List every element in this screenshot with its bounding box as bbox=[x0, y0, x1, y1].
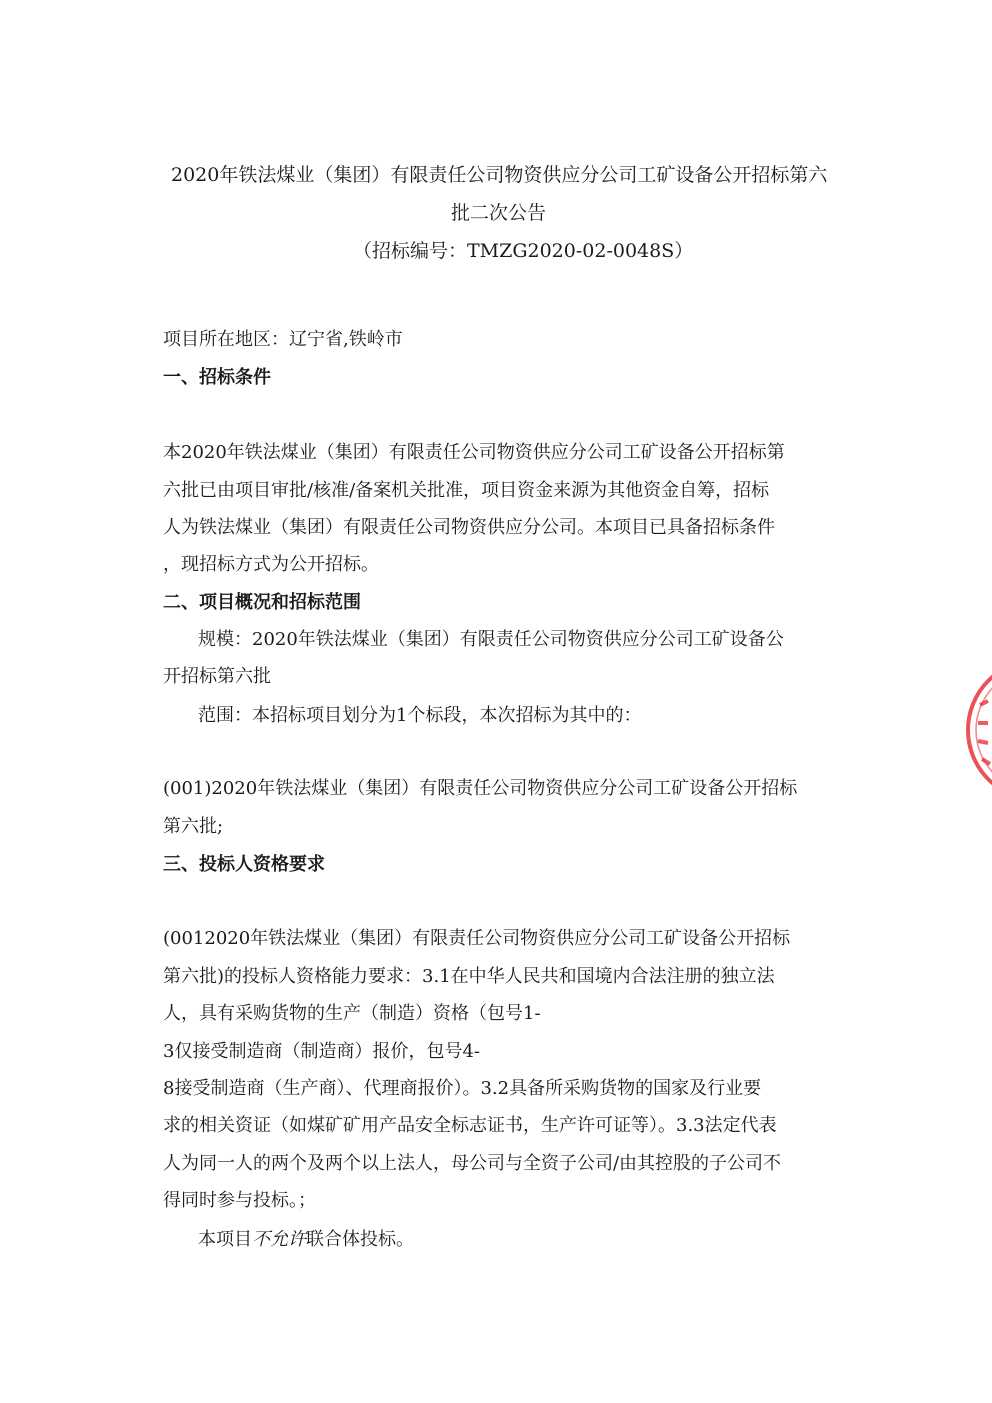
consortium-suffix: 联合体投标。 bbox=[306, 1229, 414, 1250]
section-1-line: ，现招标方式为公开招标。 bbox=[163, 554, 379, 575]
official-seal-stamp bbox=[958, 655, 992, 805]
qualification-line: 人为同一人的两个及两个以上法人，母公司与全资子公司/由其控股的子公司不 bbox=[163, 1153, 782, 1174]
qualification-line: 8接受制造商（生产商）、代理商报价）。3.2具备所采购货物的国家及行业要 bbox=[163, 1078, 762, 1099]
title-line-1: 2020年铁法煤业（集团）有限责任公司物资供应分公司工矿设备公开招标第六 bbox=[171, 164, 828, 186]
lot-line: 第六批; bbox=[163, 816, 224, 837]
section-2-heading: 二、项目概况和招标范围 bbox=[163, 592, 361, 613]
scale-line: 开招标第六批 bbox=[163, 666, 271, 687]
project-location: 项目所在地区：辽宁省,铁岭市 bbox=[163, 329, 403, 350]
section-3-heading: 三、投标人资格要求 bbox=[163, 854, 325, 875]
consortium-emphasis: 不允许 bbox=[252, 1229, 306, 1250]
section-1-line: 人为铁法煤业（集团）有限责任公司物资供应分公司。本项目已具备招标条件 bbox=[163, 517, 775, 538]
qualification-line: 第六批)的投标人资格能力要求：3.1在中华人民共和国境内合法注册的独立法 bbox=[163, 966, 775, 987]
scale-line: 规模：2020年铁法煤业（集团）有限责任公司物资供应分公司工矿设备公 bbox=[198, 629, 784, 650]
scope-line: 范围：本招标项目划分为1个标段，本次招标为其中的： bbox=[198, 705, 642, 726]
consortium-line bbox=[198, 1228, 414, 1252]
lot-line: (001)2020年铁法煤业（集团）有限责任公司物资供应分公司工矿设备公开招标 bbox=[163, 778, 798, 799]
qualification-line: 求的相关资证（如煤矿矿用产品安全标志证书，生产许可证等）。3.3法定代表 bbox=[163, 1115, 777, 1136]
qualification-line: 人，具有采购货物的生产（制造）资格（包号1- bbox=[163, 1003, 541, 1024]
qualification-line: (0012020年铁法煤业（集团）有限责任公司物资供应分公司工矿设备公开招标 bbox=[163, 928, 791, 949]
section-1-line: 本2020年铁法煤业（集团）有限责任公司物资供应分公司工矿设备公开招标第 bbox=[163, 442, 785, 463]
tender-code: （招标编号：TMZG2020-02-0048S） bbox=[353, 240, 694, 262]
title-line-2: 批二次公告 bbox=[451, 202, 547, 224]
section-1-heading: 一、招标条件 bbox=[163, 367, 271, 388]
qualification-line: 3仅接受制造商（制造商）报价，包号4- bbox=[163, 1041, 480, 1062]
consortium-prefix: 本项目 bbox=[198, 1229, 252, 1250]
qualification-line: 得同时参与投标。； bbox=[163, 1190, 316, 1211]
section-1-line: 六批已由项目审批/核准/备案机关批准，项目资金来源为其他资金自筹，招标 bbox=[163, 480, 770, 501]
